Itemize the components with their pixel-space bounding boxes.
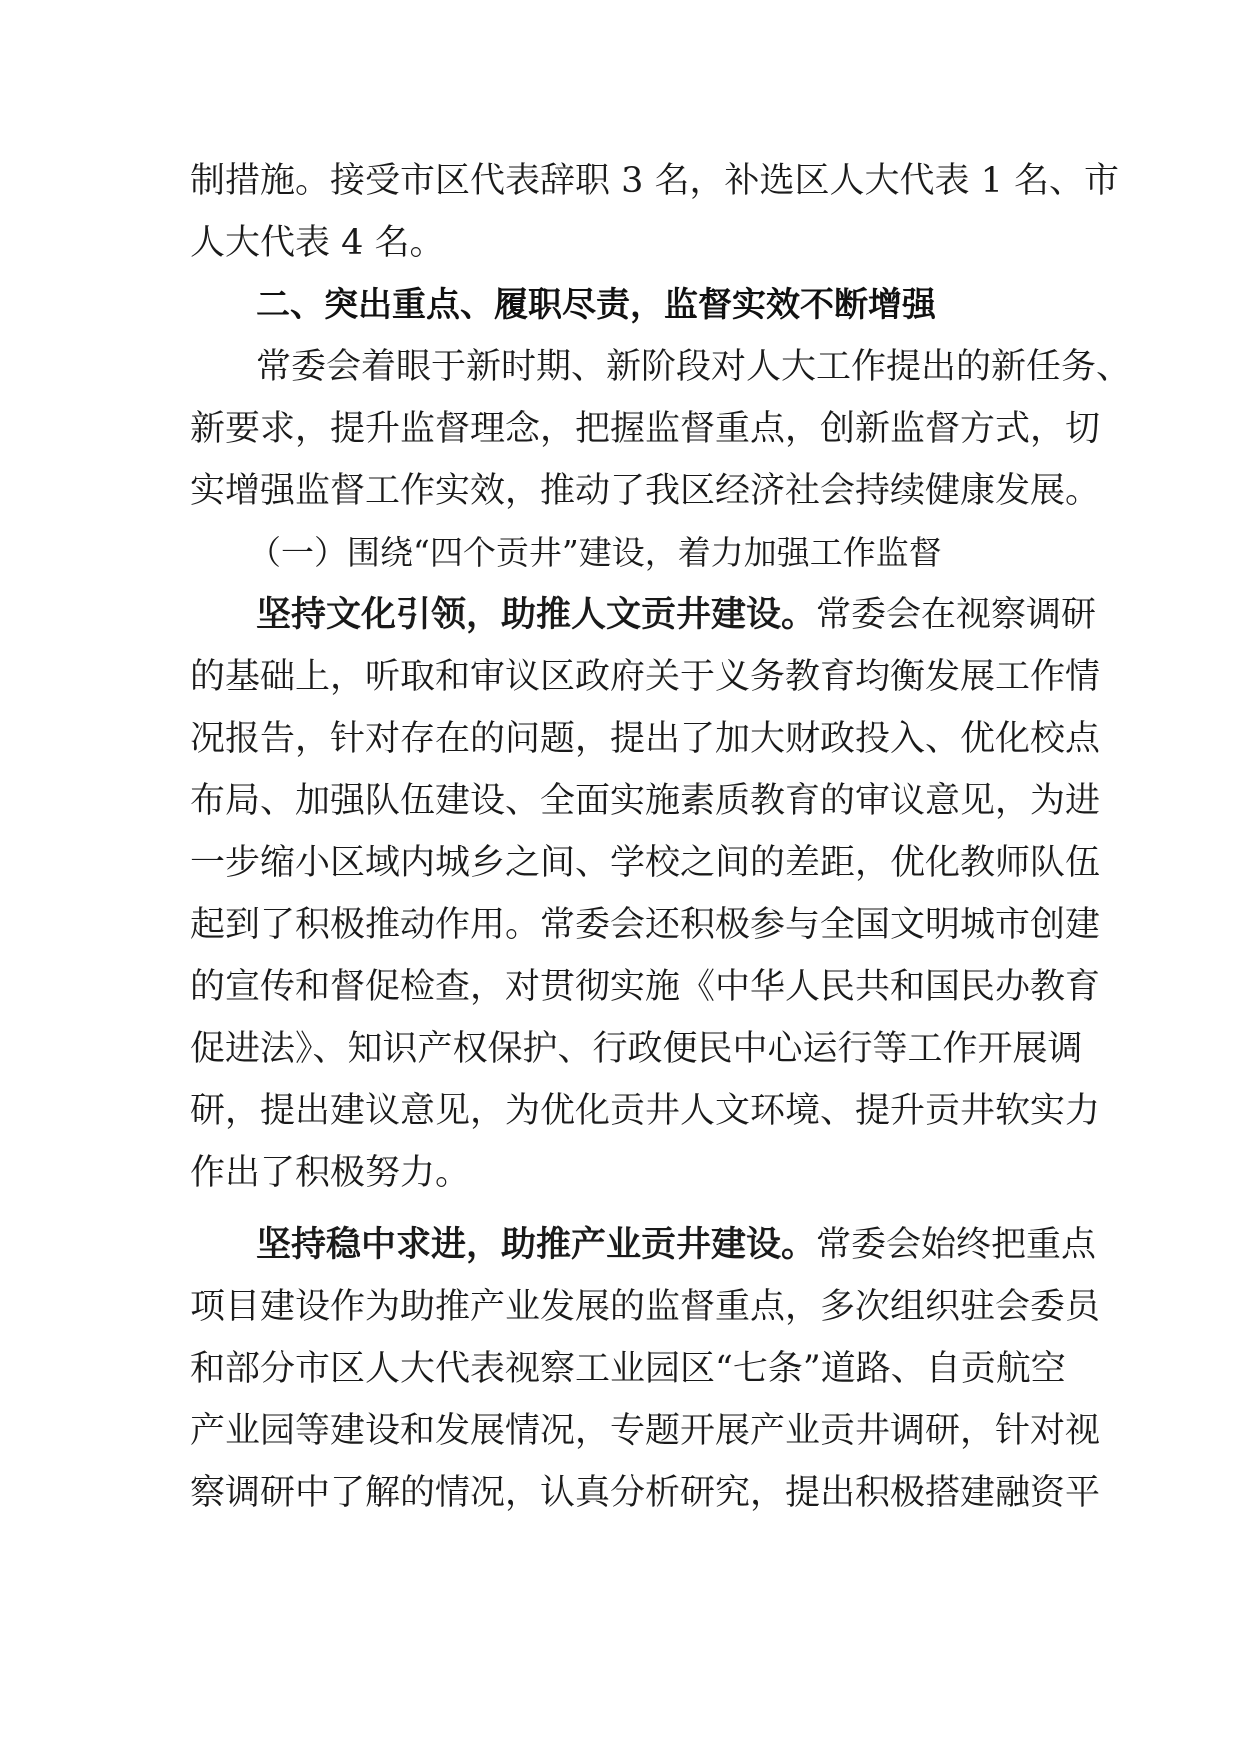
paragraph-1-line: 的基础上，听取和审议区政府关于义务教育均衡发展工作情 [190,657,1101,697]
paragraph-2-line: 产业园等建设和发展情况，专题开展产业贡井调研，针对视 [190,1411,1101,1451]
paragraph-1-line: 研，提出建议意见，为优化贡井人文环境、提升贡井软实力 [190,1091,1101,1131]
paragraph-2-first-line [190,1214,1097,1276]
paragraph-2-first-rest: 常委会始终把重点 [816,1225,1097,1265]
subsection-heading: （一）围绕“四个贡井”建设，着力加强工作监督 [248,533,942,572]
section-intro-line-1: 常委会着眼于新时期、新阶段对人大工作提出的新任务、 [256,347,1132,387]
section-heading: 二、突出重点、履职尽责，监督实效不断增强 [256,285,936,325]
intro-line-2: 人大代表 4 名。 [190,223,445,263]
section-intro-line-2: 新要求，提升监督理念，把握监督重点，创新监督方式，切 [190,409,1101,449]
paragraph-1-line: 促进法》、知识产权保护、行政便民中心运行等工作开展调 [190,1029,1083,1069]
paragraph-1-line: 起到了积极推动作用。常委会还积极参与全国文明城市创建 [190,905,1101,945]
paragraph-1-line: 作出了积极努力。 [190,1153,471,1193]
paragraph-1-line: 的宣传和督促检查，对贯彻实施《中华人民共和国民办教育 [190,967,1101,1007]
document-body [190,150,1132,1524]
paragraph-2-line: 项目建设作为助推产业发展的监督重点，多次组织驻会委员 [190,1287,1101,1327]
paragraph-gap [190,1204,1055,1214]
intro-line-1: 制措施。接受市区代表辞职 3 名，补选区人大代表 1 名、市 [190,161,1120,201]
paragraph-1-first-line [190,584,1097,646]
paragraph-1-line: 一步缩小区域内城乡之间、学校之间的差距，优化教师队伍 [190,843,1101,883]
paragraph-1-first-rest: 常委会在视察调研 [816,595,1097,635]
paragraph-1-lead: 坚持文化引领，助推人文贡井建设。 [256,595,817,635]
paragraph-2-line: 察调研中了解的情况，认真分析研究，提出积极搭建融资平 [190,1473,1101,1513]
paragraph-2-lead: 坚持稳中求进，助推产业贡井建设。 [256,1225,817,1265]
paragraph-2-line: 和部分市区人大代表视察工业园区“七条”道路、自贡航空 [190,1349,1066,1389]
section-intro-line-3: 实增强监督工作实效，推动了我区经济社会持续健康发展。 [190,471,1101,511]
paragraph-1-line: 布局、加强队伍建设、全面实施素质教育的审议意见，为进 [190,781,1101,821]
paragraph-1-line: 况报告，针对存在的问题，提出了加大财政投入、优化校点 [190,719,1101,759]
